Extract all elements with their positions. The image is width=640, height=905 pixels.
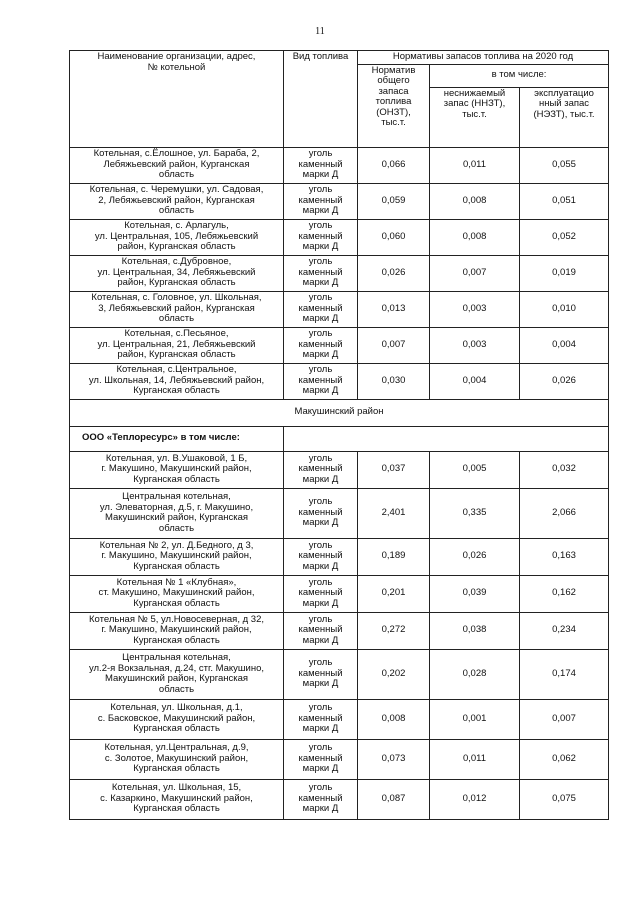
org-row (70, 426, 609, 451)
header-fuel: Вид топлива (284, 51, 358, 148)
fuel-type: уголь каменный марки Д (284, 327, 358, 363)
nezt-value: 0,052 (520, 219, 609, 255)
boiler-name: Котельная, с. Арлагуль, ул. Центральная, 105, Лебяжьевский район, Курганская область (70, 219, 284, 255)
nezt-value: 0,162 (520, 575, 609, 612)
nezt-value: 0,004 (520, 327, 609, 363)
fuel-type: уголь каменный марки Д (284, 538, 358, 575)
boiler-name: Котельная, ул. Школьная, д.1, с. Басковское, Макушинский район, Курганская область (70, 699, 284, 739)
table-row (70, 739, 609, 779)
nezt-value: 0,055 (520, 147, 609, 183)
boiler-name: Котельная, с. Черемушки, ул. Садовая, 2, Лебяжьевский район, Курганская область (70, 183, 284, 219)
total-value: 0,201 (358, 575, 430, 612)
fuel-norms-table (69, 50, 609, 820)
total-value: 0,060 (358, 219, 430, 255)
nnzt-value: 0,007 (430, 255, 520, 291)
table-row (70, 612, 609, 649)
header-name: Наименование организации, адрес, № котельной (70, 51, 284, 148)
nnzt-value: 0,335 (430, 488, 520, 538)
org-title: ООО «Теплоресурс» в том числе: (70, 426, 284, 451)
nnzt-value: 0,004 (430, 363, 520, 399)
header-nnzt: неснижаемый запас (ННЗТ), тыс.т. (430, 87, 520, 147)
nnzt-value: 0,039 (430, 575, 520, 612)
nezt-value: 0,032 (520, 451, 609, 488)
nezt-value: 2,066 (520, 488, 609, 538)
table-row (70, 147, 609, 183)
header-row-1 (70, 51, 609, 65)
nezt-value: 0,010 (520, 291, 609, 327)
fuel-type: уголь каменный марки Д (284, 147, 358, 183)
fuel-type: уголь каменный марки Д (284, 219, 358, 255)
nnzt-value: 0,026 (430, 538, 520, 575)
nnzt-value: 0,005 (430, 451, 520, 488)
total-value: 0,189 (358, 538, 430, 575)
total-value: 0,030 (358, 363, 430, 399)
table-row (70, 538, 609, 575)
fuel-type: уголь каменный марки Д (284, 649, 358, 699)
nezt-value: 0,163 (520, 538, 609, 575)
fuel-type: уголь каменный марки Д (284, 291, 358, 327)
header-total: Норматив общего запаса топлива (ОНЗТ), тыс.т. (358, 64, 430, 147)
table-row (70, 649, 609, 699)
nezt-value: 0,007 (520, 699, 609, 739)
boiler-name: Котельная № 5, ул.Новосеверная, д 32, г. Макушино, Макушинский район, Курганская область (70, 612, 284, 649)
nnzt-value: 0,008 (430, 219, 520, 255)
table-row (70, 363, 609, 399)
nezt-value: 0,026 (520, 363, 609, 399)
nnzt-value: 0,008 (430, 183, 520, 219)
nnzt-value: 0,012 (430, 779, 520, 819)
total-value: 0,007 (358, 327, 430, 363)
page-number: 11 (315, 26, 325, 37)
nnzt-value: 0,001 (430, 699, 520, 739)
nezt-value: 0,062 (520, 739, 609, 779)
nezt-value: 0,234 (520, 612, 609, 649)
table-row (70, 183, 609, 219)
nnzt-value: 0,028 (430, 649, 520, 699)
fuel-type: уголь каменный марки Д (284, 488, 358, 538)
boiler-name: Котельная, с.Песьяное, ул. Центральная, 21, Лебяжьевский район, Курганская область (70, 327, 284, 363)
header-including: в том числе: (430, 64, 609, 87)
nnzt-value: 0,003 (430, 291, 520, 327)
boiler-name: Центральная котельная, ул.2-я Вокзальная, д.24, стг. Макушино, Макушинский район, Курганская область (70, 649, 284, 699)
fuel-type: уголь каменный марки Д (284, 451, 358, 488)
boiler-name: Котельная № 1 «Клубная», ст. Макушино, Макушинский район, Курганская область (70, 575, 284, 612)
boiler-name: Котельная, с. Головное, ул. Школьная, 3, Лебяжьевский район, Курганская область (70, 291, 284, 327)
total-value: 0,073 (358, 739, 430, 779)
total-value: 0,202 (358, 649, 430, 699)
table-row (70, 488, 609, 538)
total-value: 0,272 (358, 612, 430, 649)
fuel-type: уголь каменный марки Д (284, 699, 358, 739)
boiler-name: Котельная, ул.Центральная, д.9, с. Золотое, Макушинский район, Курганская область (70, 739, 284, 779)
table-row (70, 779, 609, 819)
table-row (70, 219, 609, 255)
total-value: 0,037 (358, 451, 430, 488)
total-value: 0,008 (358, 699, 430, 739)
section-row (70, 399, 609, 426)
total-value: 0,013 (358, 291, 430, 327)
total-value: 0,087 (358, 779, 430, 819)
org-row-empty (284, 426, 609, 451)
table-row (70, 451, 609, 488)
nnzt-value: 0,003 (430, 327, 520, 363)
nnzt-value: 0,011 (430, 739, 520, 779)
nezt-value: 0,075 (520, 779, 609, 819)
nnzt-value: 0,011 (430, 147, 520, 183)
total-value: 0,059 (358, 183, 430, 219)
fuel-type: уголь каменный марки Д (284, 779, 358, 819)
table-row (70, 291, 609, 327)
total-value: 2,401 (358, 488, 430, 538)
fuel-type: уголь каменный марки Д (284, 739, 358, 779)
nezt-value: 0,174 (520, 649, 609, 699)
boiler-name: Котельная, с.Дубровное, ул. Центральная, 34, Лебяжьевский район, Курганская область (70, 255, 284, 291)
boiler-name: Котельная № 2, ул. Д.Бедного, д 3, г. Макушино, Макушинский район, Курганская область (70, 538, 284, 575)
boiler-name: Котельная, с.Ёлошное, ул. Бараба, 2, Лебяжьевский район, Курганская область (70, 147, 284, 183)
fuel-type: уголь каменный марки Д (284, 363, 358, 399)
section-title: Макушинский район (70, 399, 609, 426)
table-row (70, 575, 609, 612)
nezt-value: 0,051 (520, 183, 609, 219)
fuel-type: уголь каменный марки Д (284, 183, 358, 219)
header-norms-group: Нормативы запасов топлива на 2020 год (358, 51, 609, 65)
table-row (70, 327, 609, 363)
boiler-name: Котельная, с.Центральное, ул. Школьная, 14, Лебяжьевский район, Курганская область (70, 363, 284, 399)
header-nezt: эксплуатацио нный запас (НЭЗТ), тыс.т. (520, 87, 609, 147)
boiler-name: Котельная, ул. Школьная, 15, с. Казаркино, Макушинский район, Курганская область (70, 779, 284, 819)
nnzt-value: 0,038 (430, 612, 520, 649)
fuel-type: уголь каменный марки Д (284, 575, 358, 612)
total-value: 0,066 (358, 147, 430, 183)
total-value: 0,026 (358, 255, 430, 291)
boiler-name: Центральная котельная, ул. Элеваторная, д.5, г. Макушино, Макушинский район, Курганская область (70, 488, 284, 538)
table-row (70, 255, 609, 291)
table-row (70, 699, 609, 739)
nezt-value: 0,019 (520, 255, 609, 291)
fuel-type: уголь каменный марки Д (284, 255, 358, 291)
boiler-name: Котельная, ул. В.Ушаковой, 1 Б, г. Макушино, Макушинский район, Курганская область (70, 451, 284, 488)
fuel-type: уголь каменный марки Д (284, 612, 358, 649)
